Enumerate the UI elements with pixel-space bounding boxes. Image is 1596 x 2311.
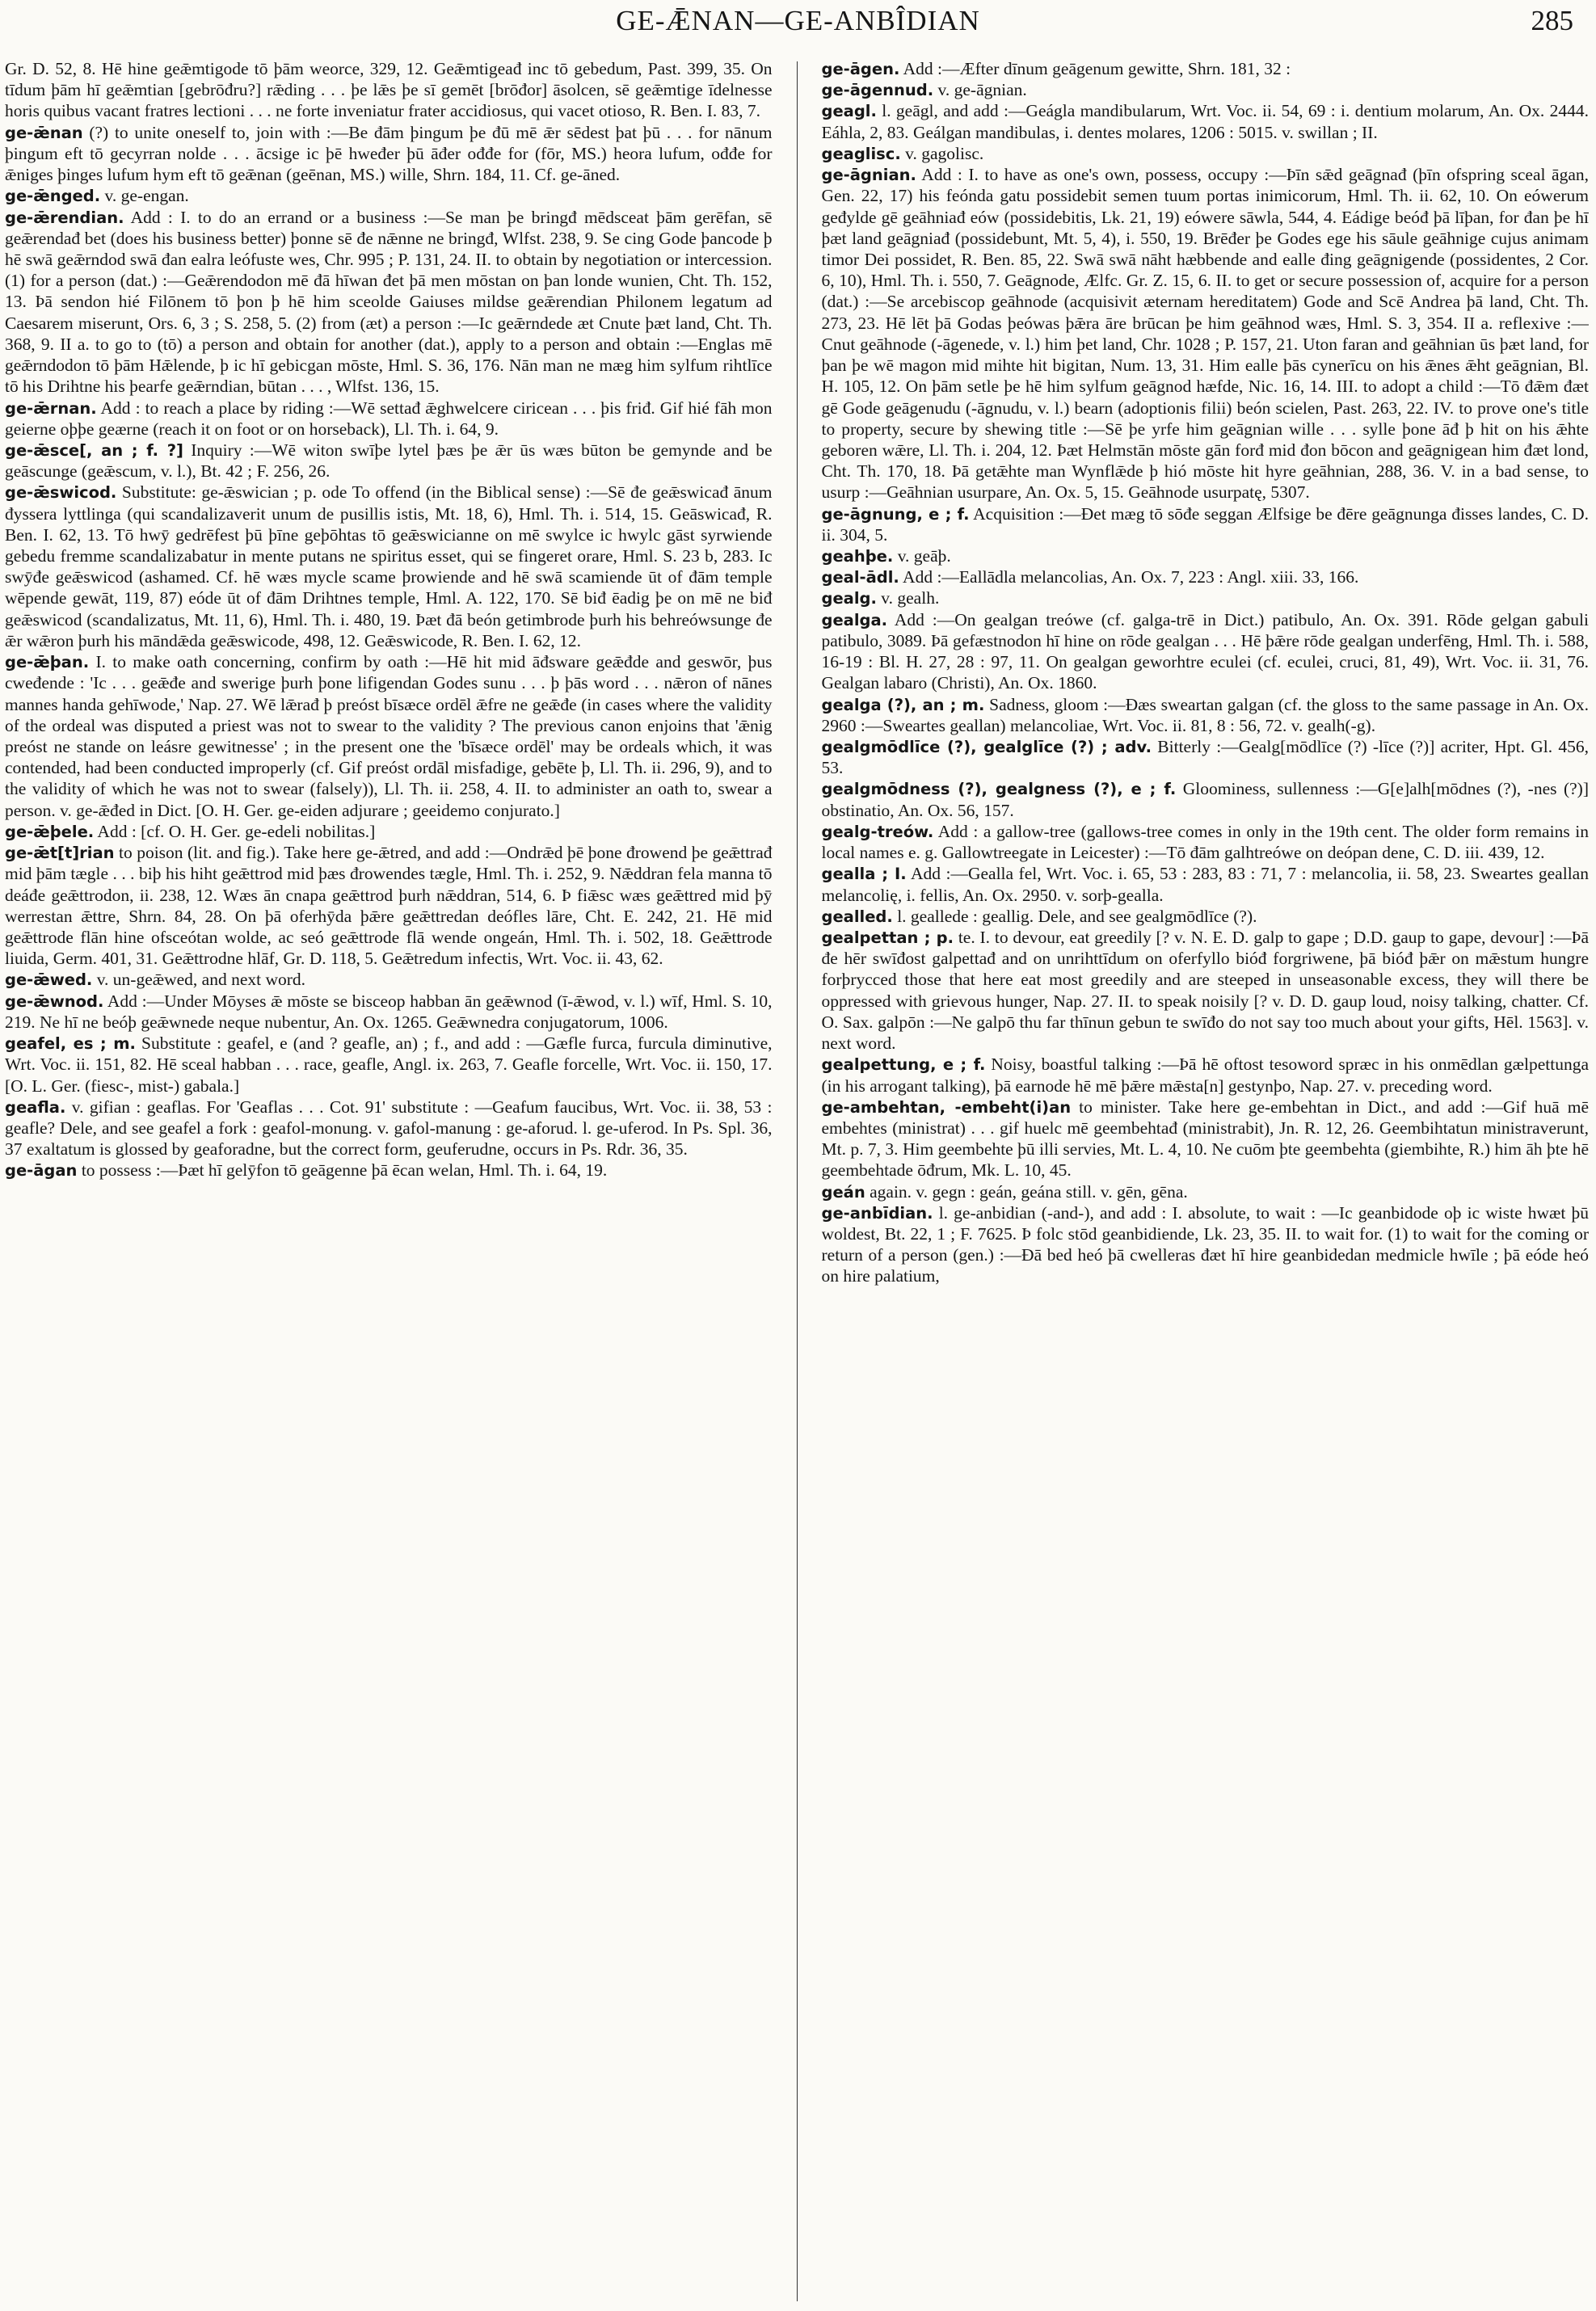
entry-text: Add :—On gealgan treówe (cf. galga-trē in Dict.) patibulo, An. Ox. 391. Rōde gelgan gabuli patibulo, 3089. Þā gefæstnodon hī hine on rōde gealgan . . . Hē þǣre rōde gealgan underfēng, Hml. Th. i. 588, 16-19 : Bl. H. 27, 28 : 97, 11. On gealgan geworhtre eculei (cf. eculei, cruci, 81, 49), Wrt. Voc. ii. 31, 76. Gealgan labaro (Christi), An. Ox. 1860. — [821, 609, 1589, 693]
dictionary-entry — [822, 609, 1590, 694]
dictionary-entry — [822, 694, 1590, 736]
dictionary-entry — [5, 842, 773, 969]
entry-headword: ge-āgnian. — [821, 166, 916, 185]
entry-headword: gealla ; I. — [821, 865, 907, 884]
dictionary-entry — [822, 821, 1590, 863]
dictionary-entry — [5, 185, 773, 206]
entry-headword: gealg-treów. — [821, 822, 934, 841]
dictionary-entry — [5, 1097, 773, 1160]
dictionary-entry — [5, 821, 773, 842]
dictionary-entry — [822, 778, 1590, 820]
entry-text: Gr. D. 52, 8. Hē hine geǣmtigode tō þām weorce, 329, 12. Geǣmtigeađ inc tō gebedum, Past. 399, 35. On tīdum þām hī geǣmtian [gebrōđru?] rǣding . . . þe lǣs þe sī gemēt [brōđor] āsolcen, sē geǣmtige īdelnesse horis quibus vacant fratres lectioni . . . ne forte inveniatur frater accidiosus, qui vacet otioso, R. Ben. I. 83, 7. — [5, 59, 773, 121]
entry-text: (?) to unite oneself to, join with :—Be đām þingum þe đū mē ǣr sēdest þat þū . . . for nānum þingum eft tō gecyrran nolde . . . ācsige ic þē hweđer þū āđer ođđe for (fōr, MS.) heora lufum, ođđe for ǣniges þinges lufum hym eft tō geǣnan (geēnan, MS.) wille, Shrn. 184, 11. Cf. ge-āned. — [5, 122, 773, 185]
entry-headword: geal-ādl. — [821, 568, 899, 587]
dictionary-entry — [822, 58, 1590, 79]
entry-headword: geafel, es ; m. — [5, 1034, 136, 1054]
entry-text: Add :—Under Mōyses ǣ mōste se bisceop habban ān geǣwnod (ī-ǣwod, v. l.) wīf, Hml. S. 10, 219. Ne hī ne beóþ geǣwnede neque nubentur, An. Ox. 1265. Geǣwnedra conjugatorum, 1006. — [5, 991, 773, 1032]
dictionary-entry — [822, 164, 1590, 503]
entry-text: Add :—Gealla fel, Wrt. Voc. i. 65, 53 : 283, 83 : 71, 7 : melancolia, ii. 58, 23. Sweartes geallan melancolię, i. fellis, An. Ox. 2950. v. sorþ-gealla. — [821, 864, 1589, 905]
dictionary-entry — [822, 1097, 1590, 1181]
entry-headword: geagl. — [821, 102, 877, 121]
entry-headword: ge-ǣþan. — [5, 653, 90, 672]
entry-text: Substitute : geafel, e (and ? geafle, an) ; f., and add : —Gæfle furca, furcula diminutive, Wrt. Voc. ii. 151, 82. Hē sceal habban . . . race, geafle, Angl. ix. 263, 7. Geafle forcelle, Wrt. Voc. ii. 150, 17. [O. L. Ger. (fiesc-, mist-) gabala.] — [5, 1033, 773, 1096]
dictionary-entry — [822, 566, 1590, 587]
entry-text: l. ge-anbidian (-and-), and add : I. absolute, to wait : —Ic geanbidode oþ ic wiste hwæt þū woldest, Bt. 22, 1 ; F. 7625. Þ folc stōd geanbidiende, Lk. 23, 35. II. to wait for. (1) to wait for the coming or return of a person (gen.) :—Đā bed heó þā cwelleras đæt hī hire geanbidedan medmicle hwīle ; þā eóde heó on hire palatium, — [821, 1202, 1589, 1286]
entry-headword: ge-āgennud. — [821, 81, 934, 100]
dictionary-entry — [5, 58, 773, 122]
dictionary-entry — [822, 1202, 1590, 1287]
dictionary-entry — [5, 398, 773, 440]
dictionary-entry — [822, 545, 1590, 566]
entry-text: l. geāgl, and add :—Geágla mandibularum, Wrt. Voc. ii. 54, 69 : i. dentium molarum, An. Ox. 2444. Eáhla, 2, 83. Geálgan mandibulas, i. dentes molares, 1206 : 5015. v. swillan ; II. — [821, 101, 1589, 142]
dictionary-entry — [822, 100, 1590, 142]
entry-headword: gealg. — [821, 589, 877, 608]
entry-text: v. un-geǣwed, and next word. — [96, 970, 306, 990]
dictionary-entry — [822, 736, 1590, 778]
entry-headword: ge-āgan — [5, 1161, 78, 1181]
running-title: GE-ǢNAN—GE-ANBÎDIAN — [616, 5, 980, 36]
entry-headword: ge-ǣswicod. — [5, 483, 117, 503]
entry-headword: gealpettan ; p. — [821, 928, 954, 947]
entry-text: Add : [cf. O. H. Ger. ge-edeli nobilitas.] — [97, 821, 376, 841]
dictionary-entry — [5, 969, 773, 990]
entry-text: v. ge-engan. — [104, 186, 189, 206]
entry-headword: geaglisc. — [821, 144, 901, 163]
entry-headword: geán — [821, 1182, 865, 1202]
entry-text: v. gagolisc. — [905, 143, 984, 163]
entry-headword: ge-ǣwed. — [5, 970, 93, 990]
entry-headword: gealga (?), an ; m. — [821, 695, 985, 714]
entry-headword: gealled. — [821, 907, 893, 926]
dictionary-entry — [5, 440, 773, 482]
entry-headword: ge-ǣnan — [5, 123, 83, 142]
entry-headword: ge-āgen. — [821, 60, 900, 78]
entry-text: v. gealh. — [881, 588, 940, 608]
entry-text: v. ge-āgnian. — [937, 80, 1027, 100]
right-column — [822, 58, 1590, 2305]
left-column — [5, 58, 773, 2305]
entry-headword: gealgmōdlīce (?), gealglīce (?) ; adv. — [821, 738, 1152, 756]
dictionary-entry — [822, 1181, 1590, 1202]
entry-text: Substitute: ge-ǣswician ; p. ode To offend (in the Biblical sense) :—Sē đe geǣswicađ ānum đyssera lyttlinga (qui scandalizaverit unum de pusillis istis, Mt. 18, 6), Hml. Th. i. 514, 15. Geāswicađ, R. Ben. I. 62, 13. Tō hwȳ gedrēfest þū þīne geþōhtas tō geǣswicianne on mē swylce ic hwylc gāst syrwiende gebedu fremme scandalizabatur in mente putans ne spiritus esset, qui se fingeret orare, Hml. S. 23 b, 283. Ic swȳđe geǣswicod (ashamed. Cf. hē wæs mycle scame þrowiende and hē swā scamiende ūt of đām temple wēpende gewāt, 119, 87) eóde ūt of đām Drihtnes temple, Hml. A. 122, 170. Sē biđ ēadig þe on mē ne biđ geǣswicod (scandalizatus, Mt. 11, 6), Hml. Th. i. 480, 19. Þæt đā beón getimbrode þurh his behreówsunge đe ǣr wǣron þurh his māndǣda geǣswicode, 498, 12. Geǣswicode, R. Ben. I. 62, 12. — [5, 482, 773, 650]
dictionary-entry — [822, 143, 1590, 164]
column-divider — [797, 61, 798, 2301]
two-column-body — [5, 58, 1589, 2305]
entry-text: Noisy, boastful talking :—Þā hē oftost tesoword spræc in his onmēdlan gælpettunga (in his arrogant talking), þā earnode hē mē þǣre mǣsta[n] gestynþo, Nap. 27. v. preceding word. — [821, 1054, 1589, 1096]
entry-headword: geahþe. — [821, 547, 894, 566]
entry-text: Add : to reach a place by riding :—Wē settađ ǣghwelcere ciricean . . . þis friđ. Gif hié fāh mon geierne oþþe geærne (reach it on foot or on horseback), Ll. Th. i. 64, 9. — [5, 398, 773, 439]
dictionary-entry — [822, 1054, 1590, 1096]
entry-text: Inquiry :—Wē witon swīþe lytel þæs þe ǣr ūs wæs būton be gemynde and be geāscunge (geǣscum, v. l.), Bt. 42 ; F. 256, 26. — [5, 440, 773, 482]
entry-headword: gealpettung, e ; f. — [821, 1055, 986, 1075]
entry-text: te. I. to devour, eat greedily [? v. N. E. D. galp to gape ; D.D. gaup to gape, devour] :—Þā đe hēr swīđost galpettađ and on unrihttīdum on oferfyllo bióđ forgriwene, þā bióđ þǣr on mǣstum hungre forþrycced those that here eat most greedily and are steeped in unseasonable excess, they will there be oppressed with grievous hunger, Nap. 27. II. to speak noisily [? v. D. D. gaup loud, noisy talking, chatter. Cf. O. Sax. galpōn :—Ne galpō thu far thīnun gebun te swīđo do not say too much about your gifts, Hēl. 1563]. v. next word. — [821, 927, 1589, 1054]
entry-text: v. geāþ. — [897, 546, 951, 566]
dictionary-entry — [822, 587, 1590, 608]
entry-headword: geafla. — [5, 1097, 66, 1117]
entry-headword: ge-anbīdian. — [821, 1203, 933, 1223]
entry-headword: ge-ǣrendian. — [5, 208, 124, 227]
entry-text: Bitterly :—Gealg[mōdlīce (?) -līce (?)] acriter, Hpt. Gl. 456, 53. — [821, 737, 1589, 778]
entry-text: Add : I. to have as one's own, possess, occupy :—Þīn sǣd geāgnađ (þīn ofspring sceal āgan, Gen. 22, 17) his feónda gatu possidebit semen tuum portas inimicorum, Hml. Th. ii. 62, 10. On eówerum geđylde gē geāhniađ eów (possidebitis, Lk. 21, 19) eówere sāwla, 544, 4. Eádige beóđ þā līþan, for đan þe hī þæt land geāgniađ (possidebunt, Mt. 5, 4), i. 550, 19. Brēđer þe Godes ege his sāule geāhnige cujus animam timor Dei possidet, R. Ben. 85, 22. Swā swā nāht hæbbende and ealle đing geāgnigende (possidentes, 2 Cor. 6, 10), Hml. Th. i. 550, 7. Geāgnode, Ælfc. Gr. Z. 15, 6. II. to get or secure possession of, acquire for a person (dat.) :—Se arcebiscop geāhnode (acquisivit æternam hereditatem) Gode and Scē Andrea þā land, Cht. Th. 273, 23. Hē lēt þā Godas þeówas þǣra āre brūcan þe him geāhnod wæs, Hml. S. 3, 354. II a. reflexive :—Cnut geāhnode (-āgenede, v. l.) him þet land, Chr. 1028 ; P. 157, 21. Uton faran and geāhnian ūs þæt land, for þan þe wē magon mid mihte hit bigitan, Num. 13, 31. Him ealle þās cynerīcu on his ǣnes ǣht geāgnian, Bl. H. 105, 12. On þām setle þe hē him sylfum geāgnod hæfde, Nic. 16, 14. III. to adopt a child :—Tō đǣm đæt gē Gode geāgenudu (-āgnudu, v. l.) bearn (adoptionis filii) beón scielen, Past. 263, 22. IV. to prove one's title to property, secure by shewing title :—Sē þe yrfe him geāgnian wille . . . sylle þone āđ þ hit on his ǣhte geboren wǣre, Ll. Th. i. 204, 12. Þæt Helmstān mōste gān forđ mid đon bōcon and geāgnigean him đæt lond, Cht. Th. 170, 18. Þā getǣhte man Wynflǣde þ hió mōste hit hyre geāhnian, 288, 36. V. in a bad sense, to usurp :—Geāhnian usurpare, An. Ox. 5, 15. Geāhnode usurpatę, 5307. — [821, 165, 1589, 503]
entry-text: Add :—Æfter dīnum geāgenum gewitte, Shrn. 181, 32 : — [903, 59, 1291, 78]
entry-text: to possess :—Þæt hī gelȳfon tō geāgenne þā ēcan welan, Hml. Th. i. 64, 19. — [81, 1160, 608, 1181]
entry-text: v. gifian : geaflas. For 'Geaflas . . . Cot. 91' substitute : —Geafum faucibus, Wrt. Voc. ii. 38, 53 : geafle? Dele, and see geafel a fork : geafol-monung. v. gafol-manung : ge-aforud. l. ge-uferod. In Ps. Spl. 36, 37 exaltatum is glossed by geaforadne, but the correct form, geuferudne, occurs in Ps. Rdr. 36, 35. — [5, 1097, 773, 1160]
entry-text: to poison (lit. and fig.). Take here ge-ǣtred, and add :—Ondrǣd þē þone đrowend þe geǣttrađ mid þām tægle . . . biþ his hiht geǣttrod mid þæs đrowendes tægle, Hml. Th. i. 252, 9. Nǣddran fela manna tō deáđe geǣttrodon, ii. 238, 12. Wæs ān cnapa geǣttrod þurh nǣddran, 514, 6. Þ fiǣsc wæs geǣttred mid þȳ werrestan ǣttre, Shrn. 84, 28. On þā oferhȳda þǣre geǣttredan deófles lāre, Cht. E. 242, 21. Hē mid geǣttrode flān hine ofsceótan wolde, ac seó geǣttrode flā wende ongeán, Hml. Th. i. 502, 18. Geǣttrode liuida, Germ. 401, 31. Geǣttrodne hlāf, Gr. D. 118, 5. Geǣtredum infectis, Wrt. Voc. ii. 43, 62. — [5, 843, 773, 969]
entry-text: Add : I. to do an errand or a business :—Se man þe bringđ mēdsceat þām gerēfan, sē geǣrendađ bet (does his business better) þonne sē đe nǣnne ne bringđ, Wlfst. 238, 9. Se cing Gode þancode þ hē swā geǣrndod swā đan ealra leófuste wes, Chr. 995 ; P. 131, 24. II. to obtain by negotiation or intercession. (1) for a person (dat.) :—Geǣrendodon mē đā hīwan đet þā men mōstan on þan londe wunien, Cht. Th. 152, 13. Þā sendon hié Filōnem tō þon þ hē him sceolde Gaiuses mildse geǣrendian Philonem legatum ad Caesarem miserunt, Ors. 6, 3 ; S. 258, 5. (2) from (æt) a person :—Ic geǣrndede æt Cnute þæt land, Cht. Th. 368, 9. II a. to go to (tō) a person and obtain for another (dat.), apply to a person and obtain :—Englas mē geǣrndodon tō þām Hǣlende, þ ic hī gebicgan mōste, Hml. S. 36, 176. Nān man ne mæg him sylfum rihtlīce tō his Drihtne his þearfe geǣrndian, būtan . . . , Wlfst. 136, 15. — [5, 207, 773, 397]
entry-text: l. geallede : geallig. Dele, and see gealgmōdlīce (?). — [897, 906, 1257, 926]
dictionary-entry — [822, 927, 1590, 1054]
entry-headword: gealga. — [821, 610, 888, 629]
dictionary-entry — [5, 482, 773, 651]
page-number: 285 — [1531, 5, 1573, 36]
entry-headword: ge-ǣþele. — [5, 822, 95, 841]
entry-headword: ge-āgnung, e ; f. — [821, 504, 970, 524]
entry-text: Add :—Eallādla melancolias, An. Ox. 7, 223 : Angl. xiii. 33, 166. — [903, 567, 1359, 587]
dictionary-entry — [5, 122, 773, 186]
entry-headword: ge-ǣnged. — [5, 187, 101, 206]
dictionary-entry — [5, 1160, 773, 1181]
entry-headword: gealgmōdness (?), gealgness (?), e ; f. — [821, 780, 1177, 799]
entry-headword: ge-ambehtan, -embeht(i)an — [821, 1097, 1072, 1117]
entry-headword: ge-ǣt[t]rian — [5, 844, 115, 863]
entry-text: again. v. gegn : geán, geána still. v. gēn, gēna. — [870, 1181, 1188, 1202]
entry-text: I. to make oath concerning, confirm by oath :—Hē hit mid āđsware geǣđde and geswōr, þus cweđende : 'Ic . . . geǣđe and swerige þurh þone lifigendan Godes sunu . . . þ þās word . . . nǣron of nānes mannes handa gehīwode,' Nap. 27. Wē lǣrađ þ preóst bīsæce ordēl ǣfre ne geǣđe (in cases where the validity of the ordeal was disputed a priest was not to swear to the validity ? The previous canon enjoins that 'ǣnig preóst ne stande on leásre gewitnesse' ; in the present one the 'bīsæce ordēl' may be ordeals which, it was contended, had been conducted improperly (cf. Gif preóst ordāl misfadige, gebēte þ, Ll. Th. ii. 296, 9), and to the validity of which he was not to swear (falsely)), Ll. Th. ii. 258, 4. II. to administer an oath to, swear a person. v. ge-ǣđed in Dict. [O. H. Ger. ge-eiden adjurare ; geeidemo conjurato.] — [5, 652, 773, 820]
dictionary-entry — [5, 1033, 773, 1097]
entry-headword: ge-ǣrnan. — [5, 398, 97, 418]
entry-headword: ge-ǣwnod. — [5, 991, 104, 1011]
dictionary-entry — [5, 651, 773, 821]
entry-text: to minister. Take here ge-embehtan in Dict., and add :—Gif huā mē embehtes (ministrat) . . . gif huelc mē geembehtađ (ministrabit), Jn. R. 12, 26. Geembihtatun ministraverunt, Mt. p. 7, 3. Him geembehte þū illi servies, Mt. L. 4, 10. Ne cuōm þte geembehta (giembihte, R.) him āh þte hē geembehtade ōđrum, Mk. L. 10, 45. — [821, 1097, 1589, 1181]
dictionary-entry — [822, 503, 1590, 545]
dictionary-entry — [822, 863, 1590, 905]
entry-text: Add : a gallow-tree (gallows-tree comes in only in the 19th cent. The older form remains in local names e. g. Gallowtreegate in Leicester) :—Tō đām galhtreówe on deópan dene, C. D. iii. 439, 12. — [821, 821, 1589, 863]
entry-text: Acquisition :—Đet mæg tō sōđe seggan Ælfsige be đēre geāgnunga đisses landes, C. D. ii. 304, 5. — [821, 503, 1589, 545]
dictionary-entry — [5, 207, 773, 398]
entry-headword: ge-ǣsce[, an ; f. ?] — [5, 440, 183, 460]
dictionary-entry — [822, 906, 1590, 927]
entry-text: Sadness, gloom :—Đæs sweartan galgan (cf. the gloss to the same passage in An. Ox. 2960 :—Sweartes geallan) melancoliae, Wrt. Voc. ii. 81, 8 : 56, 72. v. gealh(-g). — [821, 694, 1589, 735]
entry-text: Gloominess, sullenness :—G[e]alh[mōdnes (?), -nes (?)] obstinatio, An. Ox. 56, 157. — [821, 779, 1589, 820]
dictionary-entry — [822, 79, 1590, 100]
dictionary-entry — [5, 991, 773, 1033]
